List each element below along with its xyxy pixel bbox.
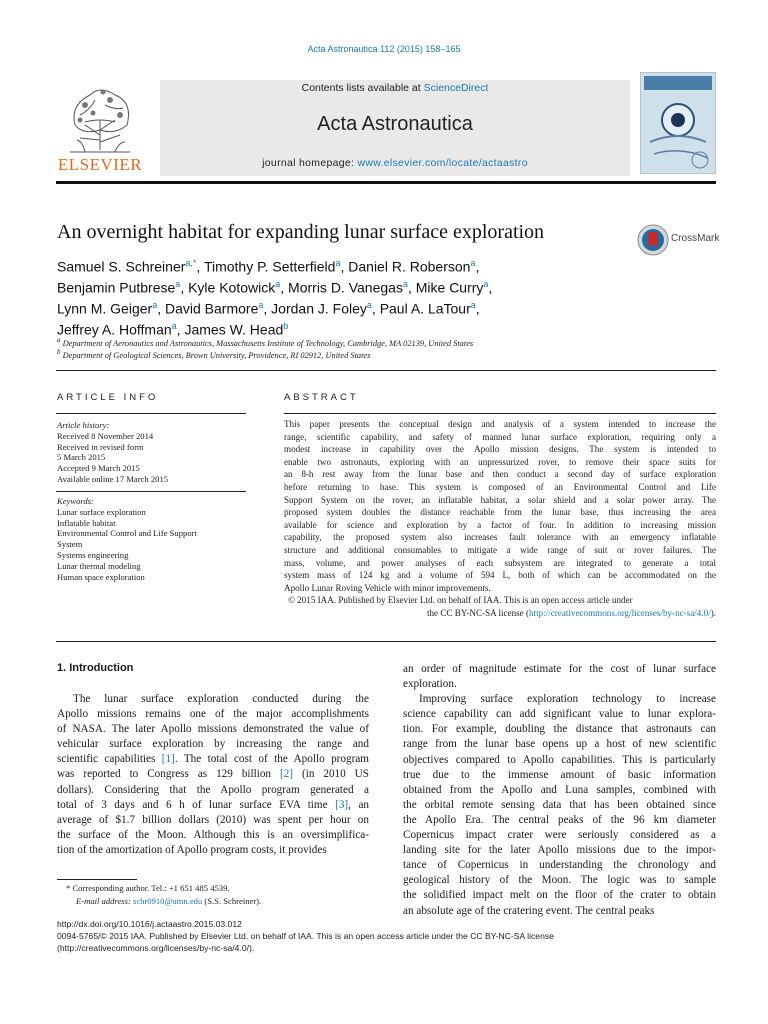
author-affiliation-mark[interactable]: a: [152, 300, 158, 311]
divider: [56, 370, 716, 371]
contents-line: [160, 82, 630, 94]
author-line: Jeffrey A. Hoffman$^a$, James W. Head$^b$: [57, 321, 289, 339]
abstract-heading: ABSTRACT: [284, 392, 359, 403]
affiliation-text: Department of Geological Sciences, Brown University, Providence, RI 02912, United States: [62, 350, 371, 360]
body-line: was reported to Congress as 129 billion [2] (in 2010 US: [57, 768, 369, 781]
body-line: Copernicus impact crater were seriously considered as a: [403, 829, 716, 842]
author-name: Lynn M. Geiger: [57, 300, 153, 317]
author-name: Mike Curry: [415, 279, 484, 296]
body-line: true due to the immense amount of basic information: [403, 768, 716, 781]
keywords: [57, 496, 247, 582]
body-line: of NASA. The later Apollo missions demonstrated the value of: [57, 723, 369, 736]
divider: [56, 491, 246, 492]
author-affiliation-mark[interactable]: a: [171, 321, 177, 332]
email-note: [76, 895, 261, 907]
history-label: Article history:: [57, 420, 110, 430]
keyword-item: Systems engineering: [57, 549, 129, 560]
author-name: Daniel R. Roberson: [348, 258, 471, 275]
divider: [56, 641, 716, 642]
abstract-line: before returning to base. This system is composed of an Environmental Control and Life: [284, 481, 716, 492]
affiliation-b: [57, 348, 370, 360]
abstract-line: structure and additional consumables to mitigate a wide range of suit or rover failures. The: [284, 544, 716, 555]
license-prefix: the CC BY-NC-SA license (: [426, 607, 530, 618]
crossmark-badge[interactable]: [637, 224, 727, 256]
intro-right-column: [403, 662, 716, 919]
body-line: obtained from the Apollo and Luna samples, combined with: [403, 783, 716, 796]
body-line: the Apollo Era. The central peaks of the 96 km diameter: [403, 813, 716, 826]
keywords-label: Keywords:: [57, 496, 94, 506]
affiliation-a: [57, 336, 473, 348]
body-line: tion. For example, doubling the distance that astronauts can: [403, 723, 716, 736]
body-line: The lunar surface exploration conducted during the: [73, 693, 369, 705]
journal-name: Acta Astronautica: [317, 113, 473, 135]
author-affiliation-mark[interactable]: a: [258, 300, 264, 311]
author-affiliation-mark[interactable]: a: [470, 300, 476, 311]
author-line: Benjamin Putbrese$^a$, Kyle Kotowick$^a$, Morris D. Vanegas$^a$, Mike Curry$^a$,: [57, 279, 493, 296]
homepage-prefix: journal homepage:: [262, 157, 358, 169]
history-item: Available online 17 March 2015: [57, 473, 169, 484]
abstract-text: [284, 418, 716, 620]
divider: [56, 413, 246, 414]
body-line: total of 3 days and 6 h of lunar surface EVA time [3], an: [57, 798, 369, 811]
author-name: Samuel S. Schreiner: [57, 258, 186, 275]
author-name: Morris D. Vanegas: [288, 279, 403, 296]
license-link[interactable]: http://creativecommons.org/licenses/by-nc-sa/4.0/: [529, 607, 711, 618]
body-line: an absolute age of the cratering event. The central peaks: [403, 904, 655, 917]
license-line: 0094-5765/© 2015 IAA. Published by Elsevier Ltd. on behalf of IAA. This is an open access article under the CC BY-NC-SA license: [57, 931, 554, 941]
body-line: Apollo missions remains one of the major accomplishments: [57, 708, 369, 721]
journal-cover-image: [640, 72, 716, 174]
body-line: objectives compared to Apollo capabilities. This is particularly: [403, 753, 716, 766]
author-affiliation-mark[interactable]: a: [175, 279, 181, 290]
body-line: dollars). Considering that the Apollo program generated a: [57, 783, 369, 796]
body-line: the surface of the Moon. Although this is an oversimplifica-: [57, 828, 369, 841]
journal-citation[interactable]: Acta Astronautica 112 (2015) 158–165: [307, 44, 461, 54]
abstract-license: [284, 607, 716, 620]
history-item: 5 March 2015: [57, 452, 106, 463]
affiliation-text: Department of Aeronautics and Astronautics, Massachusetts Institute of Technology, Cambridge, MA 02139, United States: [62, 338, 474, 348]
body-line: science capability can add significant value to lunar explora-: [403, 708, 716, 721]
body-line: scientific capabilities [1]. The total cost of the Apollo program: [57, 753, 369, 766]
divider: [284, 413, 716, 414]
intro-left-column: [57, 692, 369, 858]
history-item: Received 8 November 2014: [57, 430, 154, 441]
abstract-line: mass, volume, and power analyses of each subsystem are integrated to generate a total: [284, 557, 716, 568]
author-list: [57, 255, 617, 340]
body-line: the orbital remote sensing data that has been obtained since: [403, 798, 716, 811]
abstract-line: enable two astronauts, exploring with an unpressurized rover, to remove their space suits for: [284, 456, 716, 467]
abstract-line: modest increase in capability over the Apollo mission designs. The system is intended to: [284, 444, 716, 455]
doi-link[interactable]: http://dx.doi.org/10.1016/j.actaastro.2015.03.012: [57, 919, 242, 929]
header-rule: [56, 181, 716, 184]
author-line: Lynn M. Geiger$^a$, David Barmore$^a$, Jordan J. Foley$^a$, Paul A. LaTour$^a$,: [57, 300, 480, 317]
author-affiliation-mark[interactable]: a: [470, 258, 476, 268]
crossmark-label: CrossMark: [671, 233, 720, 244]
keyword-item: Lunar surface exploration: [57, 506, 146, 517]
keyword-item: Human space exploration: [57, 571, 145, 582]
homepage-link[interactable]: www.elsevier.com/locate/actaastro: [357, 157, 528, 169]
body-line: landing site for the later Apollo missions due to the impor-: [403, 844, 716, 857]
body-line: vehicular surface exploration by increasing the range and: [57, 738, 369, 751]
body-line: the solidified impact melt on the floor of the crater to obtain: [403, 889, 716, 902]
abstract-line: available for science and exploration by a factor of four. In addition to increasing mission: [284, 519, 716, 530]
keyword-item: Inflatable habitat: [57, 517, 116, 528]
author-name: David Barmore: [165, 300, 259, 317]
email-label: E-mail address:: [76, 896, 133, 906]
keyword-item: System: [57, 539, 83, 550]
author-affiliation-mark[interactable]: b: [283, 321, 289, 332]
keyword-item: Environmental Control and Life Support: [57, 528, 197, 539]
body-line: tion of the amortization of Apollo program costs, it provides: [57, 843, 327, 856]
body-line: tance of Copernicus in understanding the chronology and: [403, 859, 716, 872]
abstract-line: Support System on the rover, an inflatable habitat, a solar shield and a solar power array. The: [284, 494, 716, 505]
author-affiliation-mark[interactable]: a: [483, 279, 489, 290]
footer-license-link[interactable]: (http://creativecommons.org/licenses/by-nc-sa/4.0/).: [57, 943, 255, 953]
author-line: Samuel S. Schreiner$^{a,*}$, Timothy P. Setterfield$^a$, Daniel R. Roberson$^a$,: [57, 258, 480, 275]
license-suffix: ).: [710, 607, 716, 618]
body-line: range from the lunar base opens up a host of new scientific: [403, 738, 716, 751]
history-item: Accepted 9 March 2015: [57, 463, 140, 474]
email-suffix: (S.S. Schreiner).: [202, 896, 262, 906]
abstract-line: capability, the proposed system also increases fault tolerance with an emergency inflatable: [284, 532, 716, 543]
author-name: Paul A. LaTour: [379, 300, 471, 317]
abstract-copyright: © 2015 IAA. Published by Elsevier Ltd. on behalf of IAA. This is an open access article under: [288, 595, 633, 606]
author-affiliation-mark[interactable]: a,*: [185, 258, 197, 268]
keyword-item: Lunar thermal modeling: [57, 560, 141, 571]
abstract-line: proposed system doubles the distance reachable from the lunar base, thus increasing the area: [284, 507, 716, 518]
body-line: average of $1.7 billion dollars (2010) was spent per hour on: [57, 813, 369, 826]
email-link[interactable]: schr0910@umn.edu: [132, 896, 203, 906]
reference-link[interactable]: [3]: [335, 798, 349, 811]
author-affiliation-mark[interactable]: a: [335, 258, 341, 268]
body-line: an order of magnitude estimate for the cost of lunar surface: [403, 663, 716, 675]
author-name: Jeffrey A. Hoffman: [57, 322, 172, 339]
article-history: [57, 420, 247, 485]
author-affiliation-mark[interactable]: a: [275, 279, 281, 290]
author-name: James W. Head: [184, 322, 284, 339]
author-name: Kyle Kotowick: [188, 279, 276, 296]
abstract-line: an 8-h rest away from the lunar base and then conduct a second day of surface exploration: [284, 469, 716, 480]
article-title: An overnight habitat for expanding lunar surface exploration: [57, 221, 545, 243]
sciencedirect-link[interactable]: ScienceDirect: [423, 82, 489, 94]
journal-homepage: [160, 157, 630, 169]
abstract-line: Apollo Lunar Roving Vehicle with minor improvements.: [284, 582, 491, 593]
author-name: Benjamin Putbrese: [57, 279, 176, 296]
crossmark-icon: [637, 224, 669, 256]
article-info-heading: ARTICLE INFO: [57, 392, 159, 403]
section-heading-introduction: 1. Introduction: [57, 662, 134, 674]
author-name: Timothy P. Setterfield: [203, 258, 336, 275]
body-line: Improving surface exploration technology to increase: [419, 693, 716, 706]
abstract-line: This paper presents the conceptual design and analysis of a system intended to increase the: [284, 419, 716, 429]
corresponding-author-note: * Corresponding author. Tel.: +1 651 485 4539.: [66, 883, 230, 893]
contents-prefix: Contents lists available at: [301, 82, 424, 94]
abstract-line: range, scientific capability, and safety of manned lunar surface exploration, requiring only a: [284, 431, 716, 442]
author-name: Jordan J. Foley: [271, 300, 367, 317]
footnote-rule: [57, 879, 137, 880]
body-line: exploration.: [403, 678, 457, 691]
history-item: Received in revised form: [57, 441, 144, 452]
elsevier-wordmark: ELSEVIER: [57, 155, 143, 174]
reference-link[interactable]: [2]: [279, 768, 294, 781]
affiliation-mark: a: [57, 336, 61, 344]
abstract-line: system mass of 124 kg and a volume of 594 L, both of which can be accommodated on the: [284, 570, 716, 581]
body-line: geological history of the Moon. The logic was to sample: [403, 874, 716, 887]
reference-link[interactable]: [1]: [161, 753, 175, 766]
affiliation-mark: b: [57, 348, 61, 356]
author-affiliation-mark[interactable]: a: [366, 300, 372, 311]
author-affiliation-mark[interactable]: a: [402, 279, 408, 290]
